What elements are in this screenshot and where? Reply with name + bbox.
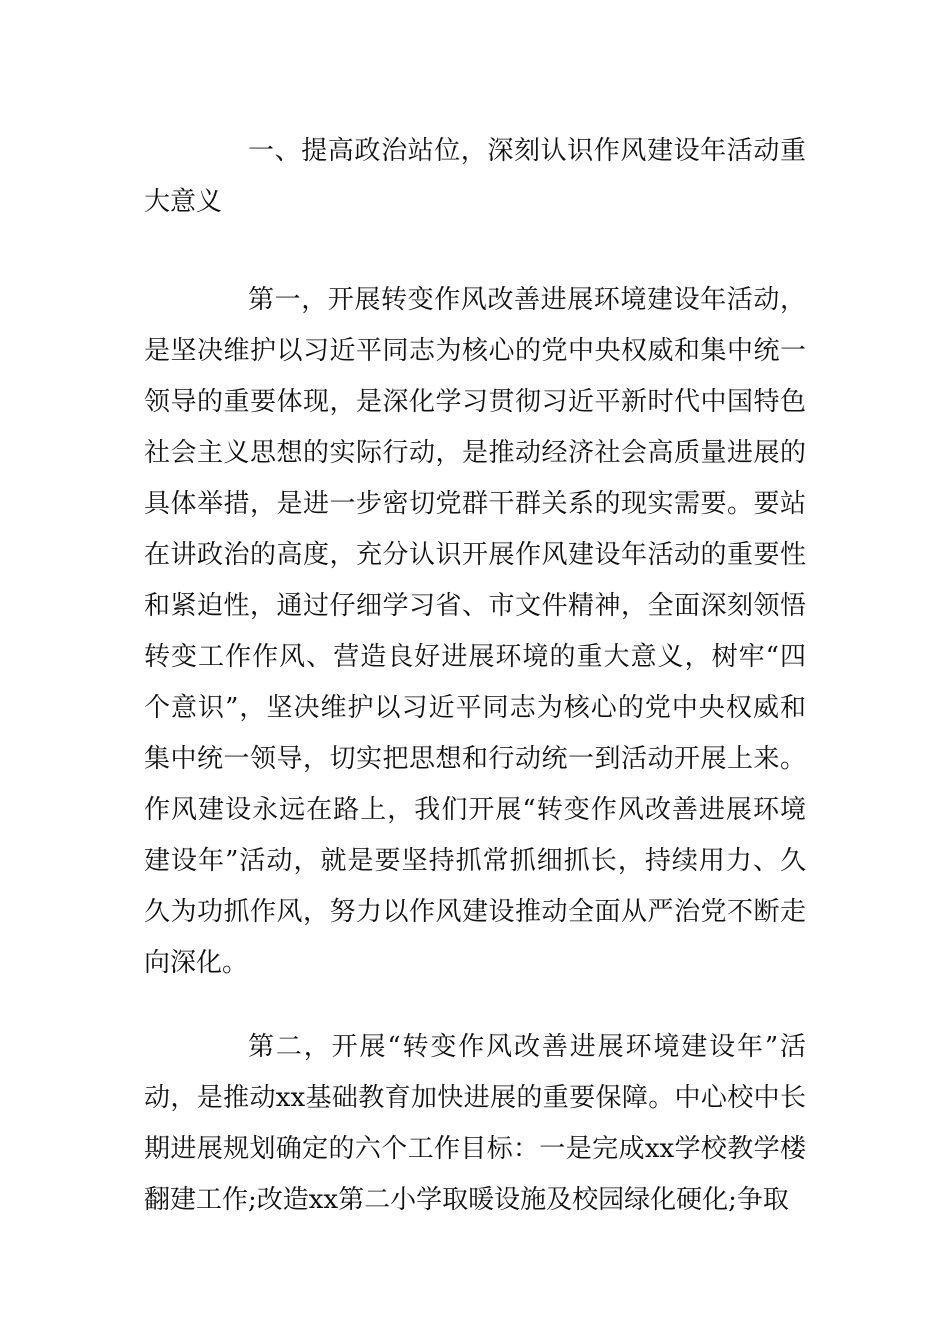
body-paragraph-second: 第二，开展“转变作风改善进展环境建设年”活动，是推动xx基础教育加快进展的重要保障。中心校中长期进展规划确定的六个工作目标：一是完成xx学校教学楼翻建工作;改造xx第二小学取暖设施及校园绿化硬化;争取 xyxy=(144,1032,806,1215)
body-paragraph-first: 第一，开展转变作风改善进展环境建设年活动，是坚决维护以习近平同志为核心的党中央权威和集中统一领导的重要体现，是深化学习贯彻习近平新时代中国特色社会主义思想的实际行动，是推动经济社会高质量进展的具体举措，是进一步密切党群干群关系的现实需要。要站在讲政治的高度，充分认识开展作风建设年活动的重要性和紧迫性，通过仔细学习省、市文件精神，全面深刻领悟转变工作作风、营造良好进展环境的重大意义，树牢“四个意识”，坚决维护以习近平同志为核心的党中央权威和集中统一领导，切实把思想和行动统一到活动开展上来。作风建设永远在路上，我们开展“转变作风改善进展环境建设年”活动，就是要坚持抓常抓细抓长，持续用力、久久为功抓作风，努力以作风建设推动全面从严治党不断走向深化。 xyxy=(144,285,806,978)
section-heading: 一、提高政治站位，深刻认识作风建设年活动重大意义 xyxy=(144,136,806,217)
